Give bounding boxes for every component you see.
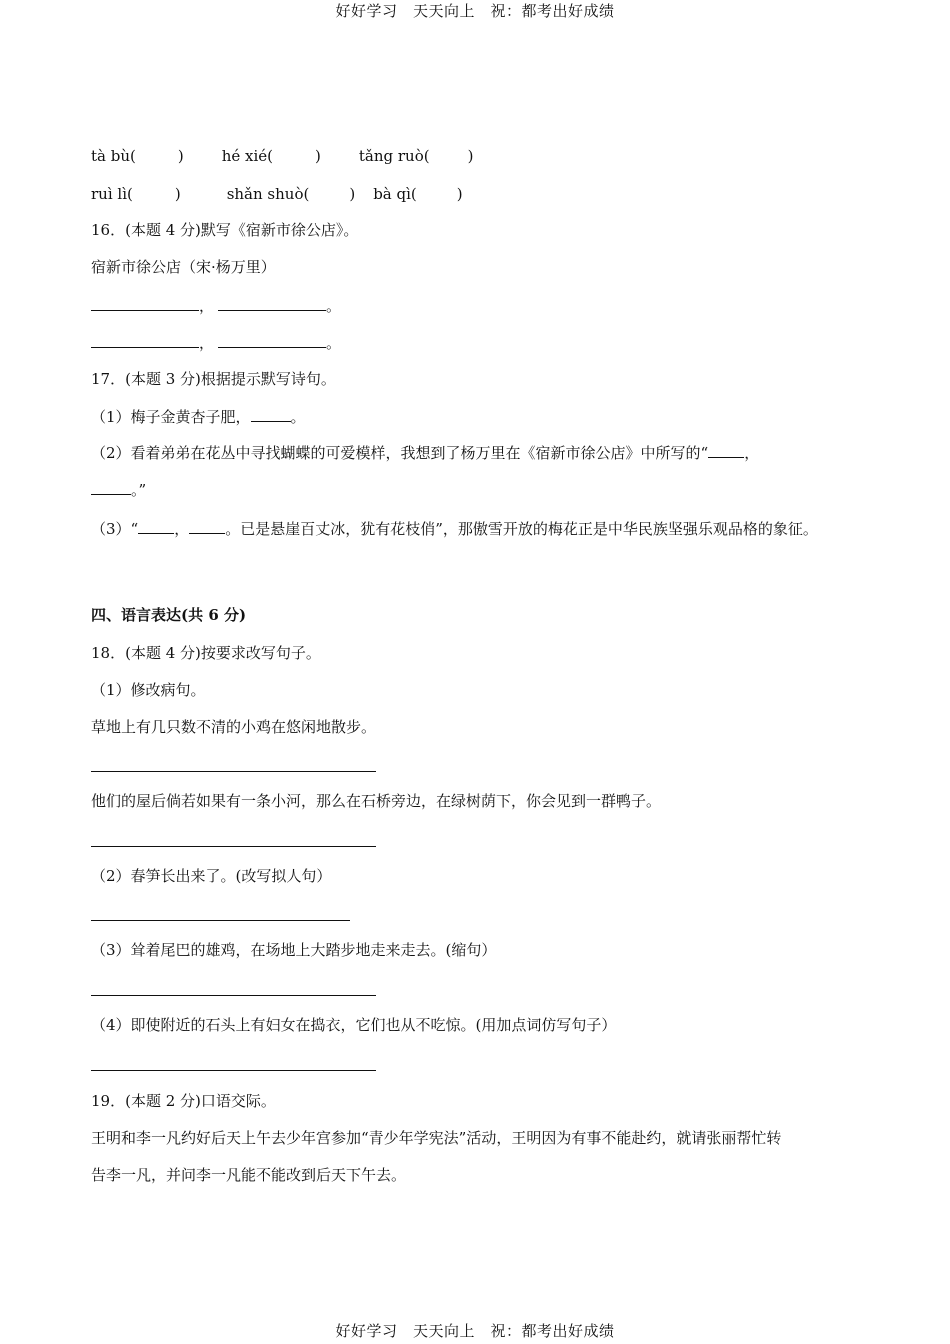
q18-sub-1: （1）修改病句。 — [91, 681, 206, 699]
q18-sub-4: （4）即使附近的石头上有妇女在捣衣，它们也从不吃惊。(用加点词仿写句子） — [91, 1016, 617, 1034]
answer-blank[interactable] — [91, 333, 199, 348]
q17-item-3: （3）“ ， 。已是悬崖百丈冰，犹有花枝俏”，那傲雪开放的梅花正是中华民族坚强乐观品格的象征。 — [91, 520, 818, 538]
q17-item-2: （2）看着弟弟在花丛中寻找蝴蝶的可爱模样，我想到了杨万里在《宿新市徐公店》中所写的“ ， — [91, 444, 760, 462]
pinyin-ta-bu: tà bù( — [91, 147, 136, 165]
answer-blank[interactable] — [251, 407, 291, 422]
q16-poem-line-2: ， 。 — [91, 333, 341, 353]
answer-blank[interactable] — [218, 296, 326, 311]
answer-line[interactable] — [91, 995, 376, 996]
q18-sub-2: （2）春笋长出来了。(改写拟人句） — [91, 867, 332, 885]
q18-sub-3: （3）耸着尾巴的雄鸡，在场地上大踏步地走来走去。(缩句） — [91, 941, 497, 959]
answer-blank[interactable] — [218, 333, 326, 348]
pinyin-row-2: ruì lì( ) shǎn shuò( ) bà qì( ) — [91, 185, 463, 203]
q17-title: 17．(本题 3 分)根据提示默写诗句。 — [91, 370, 336, 388]
pinyin-he-xie: hé xié( — [221, 147, 274, 165]
pinyin-tang-ruo: tǎng ruò( — [358, 147, 430, 165]
page-footer: 好好学习 天天向上 祝：都考出好成绩 — [335, 1322, 615, 1340]
q19-text-line-1: 王明和李一凡约好后天上午去少年宫参加“青少年学宪法”活动，王明因为有事不能赴约，就请张丽帮忙转 — [91, 1129, 782, 1147]
page-header: 好好学习 天天向上 祝：都考出好成绩 — [335, 2, 615, 20]
q16-title: 16．(本题 4 分)默写《宿新市徐公店》。 — [91, 221, 359, 239]
q16-poem-line-1: ， 。 — [91, 296, 341, 316]
q17-item-1: （1）梅子金黄杏子肥， 。 — [91, 408, 306, 426]
answer-blank[interactable] — [189, 519, 225, 534]
answer-line[interactable] — [91, 771, 376, 772]
q17-item-2-cont: 。” — [91, 480, 146, 500]
q18-sentence-2: 他们的屋后倘若如果有一条小河，那么在石桥旁边，在绿树荫下，你会见到一群鸭子。 — [91, 792, 662, 810]
answer-blank[interactable] — [138, 519, 174, 534]
answer-line[interactable] — [91, 1070, 376, 1071]
answer-line[interactable] — [91, 846, 376, 847]
pinyin-shan-shuo: shǎn shuò( — [226, 185, 310, 203]
pinyin-rui-li: ruì lì( — [91, 185, 133, 203]
answer-blank[interactable] — [91, 296, 199, 311]
q19-text-line-2: 告李一凡，并问李一凡能不能改到后天下午去。 — [91, 1166, 407, 1184]
q18-title: 18．(本题 4 分)按要求改写句子。 — [91, 644, 321, 662]
answer-blank[interactable] — [708, 443, 744, 458]
q18-sentence-1: 草地上有几只数不清的小鸡在悠闲地散步。 — [91, 718, 377, 736]
q19-title: 19．(本题 2 分)口语交际。 — [91, 1092, 276, 1110]
pinyin-ba-qi: bà qì( — [373, 185, 417, 203]
pinyin-row-1: tà bù( ) hé xié( ) tǎng ruò( ) — [91, 147, 474, 165]
answer-line[interactable] — [91, 920, 350, 921]
section-4-title: 四、语言表达(共 6 分) — [91, 606, 247, 624]
q16-poem-title: 宿新市徐公店（宋·杨万里） — [91, 258, 276, 276]
answer-blank[interactable] — [91, 480, 131, 495]
